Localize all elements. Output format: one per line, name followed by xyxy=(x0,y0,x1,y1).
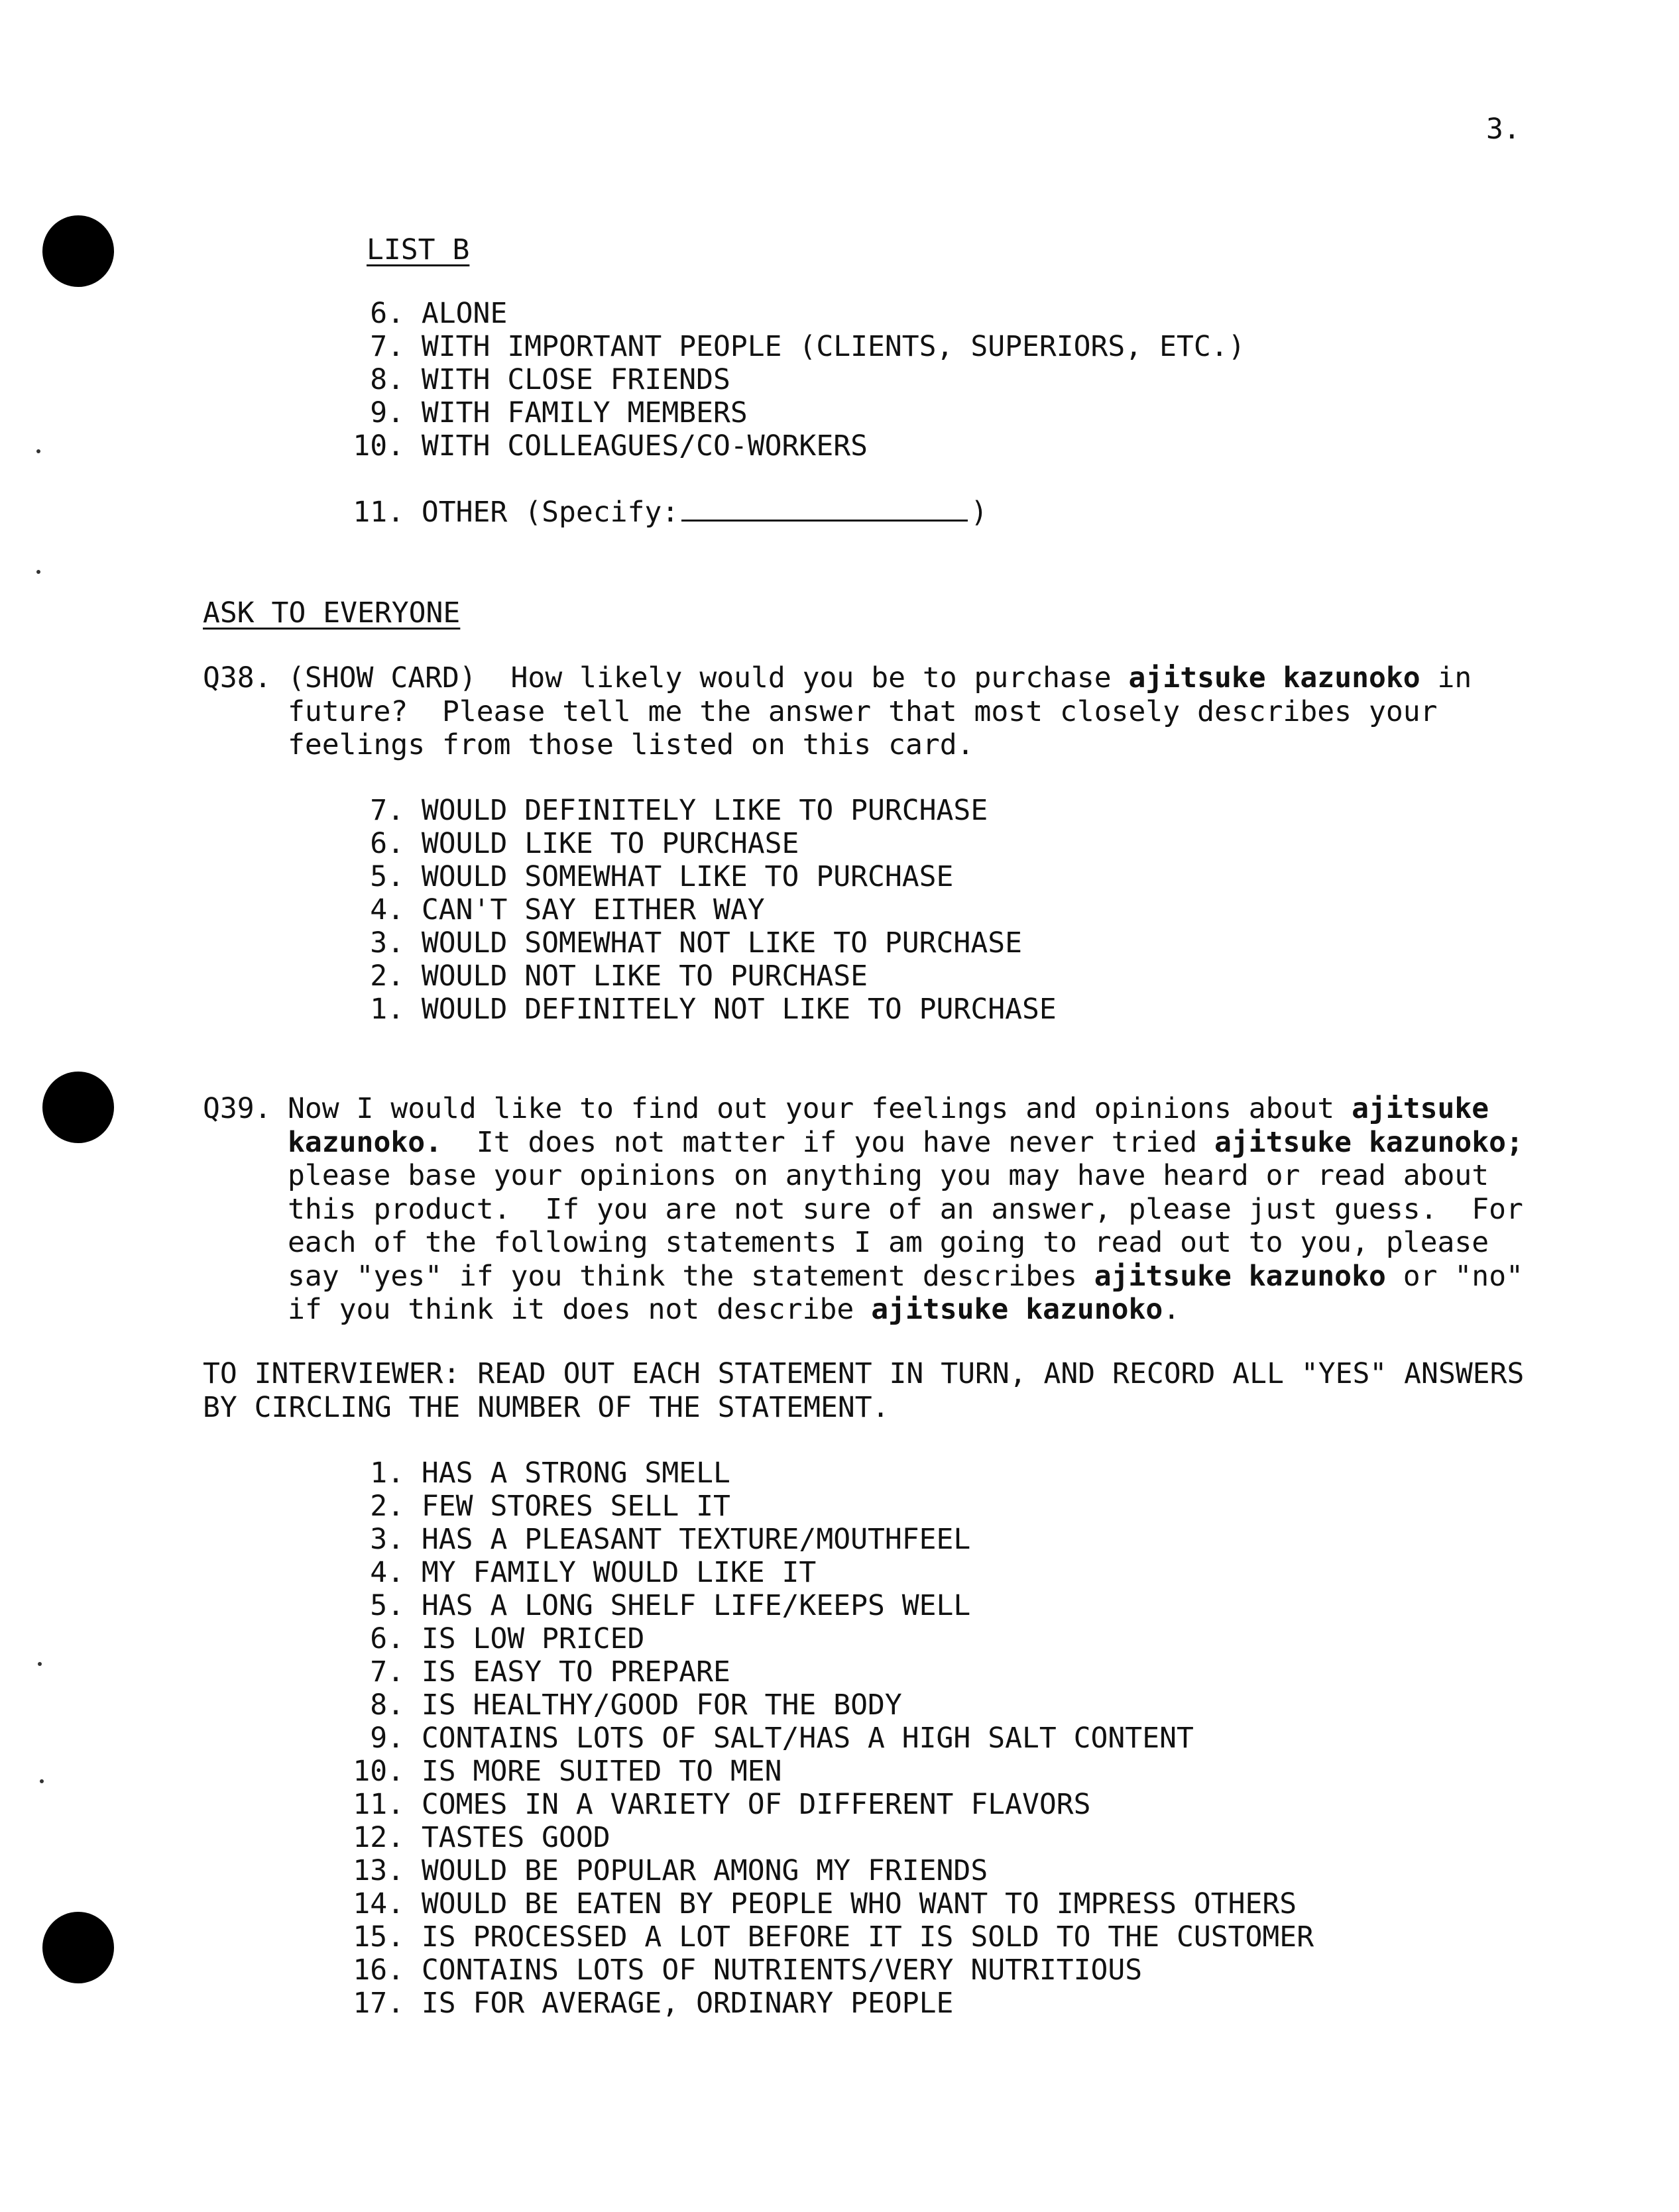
list-item: 5. HAS A LONG SHELF LIFE/KEEPS WELL xyxy=(370,1589,971,1622)
answer-options xyxy=(341,794,1057,1026)
list-item: 2. WOULD NOT LIKE TO PURCHASE xyxy=(370,960,868,993)
list-item: 12. TASTES GOOD xyxy=(353,1821,610,1854)
list-item: 10. WITH COLLEAGUES/CO-WORKERS xyxy=(353,429,868,463)
list-item: 13. WOULD BE POPULAR AMONG MY FRIENDS xyxy=(353,1854,988,1887)
scan-speck xyxy=(38,1662,42,1666)
interviewer-instruction: TO INTERVIEWER: READ OUT EACH STATEMENT IN TURN, AND RECORD ALL "YES" ANSWERS BY CIRCLING THE NUMBER OF THE STATEMENT. xyxy=(203,1357,1525,1424)
list-item: 10. IS MORE SUITED TO MEN xyxy=(353,1755,782,1788)
list-item: 8. WITH CLOSE FRIENDS xyxy=(370,363,730,396)
punch-hole-middle xyxy=(42,1072,114,1143)
list-item: 7. IS EASY TO PREPARE xyxy=(370,1655,730,1688)
list-item: 4. MY FAMILY WOULD LIKE IT xyxy=(370,1556,817,1589)
list-item: 16. CONTAINS LOTS OF NUTRIENTS/VERY NUTRITIOUS xyxy=(353,1954,1143,1987)
punch-hole-top xyxy=(42,215,114,287)
page-number: 3. xyxy=(1486,113,1521,146)
scan-speck xyxy=(36,570,40,574)
list-b xyxy=(341,297,1245,463)
list-item: 11. COMES IN A VARIETY OF DIFFERENT FLAVORS xyxy=(353,1788,1091,1821)
list-item: 3. HAS A PLEASANT TEXTURE/MOUTHFEEL xyxy=(370,1523,971,1556)
list-item: 8. IS HEALTHY/GOOD FOR THE BODY xyxy=(370,1688,902,1722)
punch-hole-bottom xyxy=(42,1912,114,1983)
question-number: Q39. xyxy=(203,1092,272,1125)
list-b-heading: LIST B xyxy=(367,233,470,266)
list-item: 7. WITH IMPORTANT PEOPLE (CLIENTS, SUPERIORS, ETC.) xyxy=(370,330,1245,363)
section-heading: ASK TO EVERYONE xyxy=(203,596,461,630)
list-item: 4. CAN'T SAY EITHER WAY xyxy=(370,893,765,926)
question-number: Q38. xyxy=(203,661,272,694)
list-item: 1. WOULD DEFINITELY NOT LIKE TO PURCHASE xyxy=(370,993,1057,1026)
list-item: 6. WOULD LIKE TO PURCHASE xyxy=(370,827,799,860)
list-item: 9. WITH FAMILY MEMBERS xyxy=(370,396,748,429)
list-item: 7. WOULD DEFINITELY LIKE TO PURCHASE xyxy=(370,794,988,827)
list-item: 3. WOULD SOMEWHAT NOT LIKE TO PURCHASE xyxy=(370,926,1022,960)
list-item: 14. WOULD BE EATEN BY PEOPLE WHO WANT TO IMPRESS OTHERS xyxy=(353,1887,1297,1920)
question-text: (SHOW CARD) How likely would you be to purchase ajitsuke kazunoko in future? Please tell me the answer that most closely describes your feelings from those listed on this card. xyxy=(288,661,1472,761)
list-item: 6. IS LOW PRICED xyxy=(370,1622,645,1655)
list-item: 1. HAS A STRONG SMELL xyxy=(370,1457,730,1490)
scan-speck xyxy=(36,449,40,453)
list-item: 6. ALONE xyxy=(370,297,508,330)
question-text: Now I would like to find out your feelings and opinions about ajitsuke kazunoko. It does not matter if you have never tried ajitsuke kazunoko; please base your opinions on anything you may have heard or read about this product. If you are not sure of an answer, please just guess. For each of the following statements I am going to read out to you, please say "yes" if you think the statement describes ajitsuke kazunoko or "no" if you think it does not describe ajitsuke kazunoko. xyxy=(288,1092,1523,1326)
list-item: 2. FEW STORES SELL IT xyxy=(370,1490,730,1523)
statement-list xyxy=(341,1457,1314,2020)
list-item-other: 11. OTHER (Specify: ) xyxy=(353,496,988,529)
list-item: 17. IS FOR AVERAGE, ORDINARY PEOPLE xyxy=(353,1987,954,2020)
list-item: 9. CONTAINS LOTS OF SALT/HAS A HIGH SALT CONTENT xyxy=(370,1722,1194,1755)
scan-speck xyxy=(40,1779,44,1783)
list-item: 5. WOULD SOMEWHAT LIKE TO PURCHASE xyxy=(370,860,954,893)
list-item: 15. IS PROCESSED A LOT BEFORE IT IS SOLD TO THE CUSTOMER xyxy=(353,1920,1314,1954)
specify-blank-line xyxy=(681,497,968,522)
